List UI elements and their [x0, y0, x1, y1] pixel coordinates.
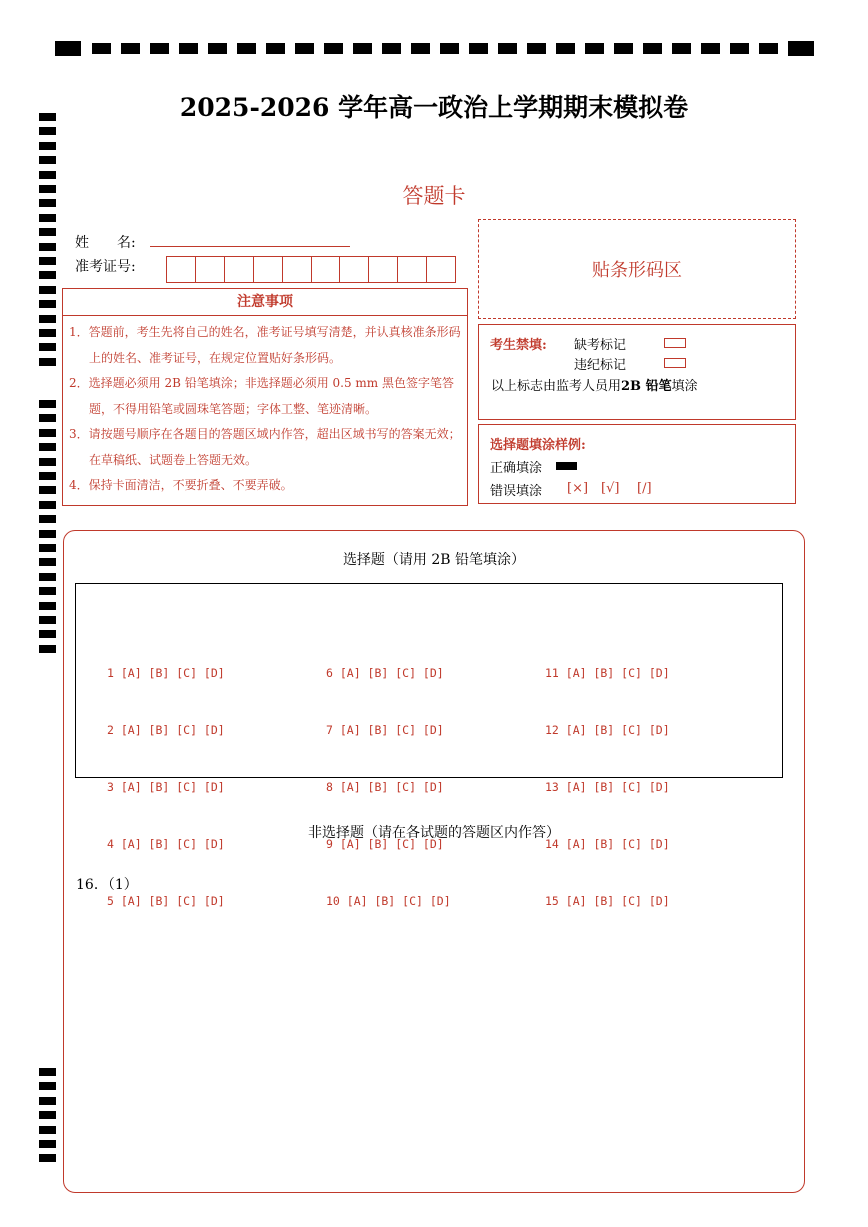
timing-mark: [39, 530, 56, 538]
timing-mark: [39, 1068, 56, 1076]
id-label: 准考证号:: [75, 259, 136, 275]
sample-heading: 选择题填涂样例:: [490, 438, 586, 453]
timing-mark: [469, 43, 488, 54]
violation-mark-label: 违纪标记: [574, 358, 627, 373]
timing-mark: [498, 43, 517, 54]
timing-mark: [759, 43, 778, 54]
mcq-section-title: 选择题（请用 2B 铅笔填涂）: [342, 552, 526, 568]
timing-mark: [39, 429, 56, 437]
timing-mark: [39, 501, 56, 509]
timing-mark: [39, 472, 56, 480]
timing-mark: [121, 43, 140, 54]
timing-mark: [39, 214, 56, 222]
mcq-row[interactable]: 7 [A] [B] [C] [D]: [326, 723, 444, 737]
forbidden-label: 考生禁填:: [490, 338, 547, 353]
timing-mark: [39, 1154, 56, 1162]
fill-sample-panel: [478, 424, 796, 504]
timing-mark: [266, 43, 285, 54]
mcq-row[interactable]: 1 [A] [B] [C] [D]: [107, 666, 225, 680]
barcode-label: 贴条形码区: [592, 260, 682, 281]
timing-mark: [39, 414, 56, 422]
timing-mark: [179, 43, 198, 54]
timing-mark: [39, 1140, 56, 1148]
timing-mark: [39, 486, 56, 494]
forbidden-note-suffix: 填涂: [671, 379, 698, 394]
notice-item-1: 1．答题前，考生先将自己的姓名，准考证号填写清楚，并认真核准条形码上的姓名、准考证号，在规定位置贴好条形码。: [69, 325, 461, 365]
timing-mark: [39, 142, 56, 150]
mcq-row[interactable]: 15 [A] [B] [C] [D]: [545, 894, 670, 908]
wrong-mark-check: [√]: [601, 481, 620, 496]
timing-mark: [39, 573, 56, 581]
forbidden-note-prefix: 以上标志由监考人员用: [491, 379, 622, 394]
timing-mark: [39, 1111, 56, 1119]
timing-mark: [556, 43, 575, 54]
mcq-column-3: [545, 626, 670, 930]
timing-mark: [39, 515, 56, 523]
timing-mark: [39, 257, 56, 265]
wrong-fill-label: 错误填涂: [490, 484, 543, 499]
notice-heading: 注意事项: [63, 289, 467, 316]
question-16-answer-area[interactable]: [70, 900, 798, 1185]
timing-mark: [39, 443, 56, 451]
timing-mark: [585, 43, 604, 54]
forbidden-panel: [478, 324, 796, 420]
timing-mark: [150, 43, 169, 54]
absent-mark-label: 缺考标记: [574, 338, 627, 353]
timing-mark: [39, 127, 56, 135]
forbidden-note-bold: 2B 铅笔: [621, 379, 672, 394]
timing-mark: [39, 156, 56, 164]
timing-mark: [39, 458, 56, 466]
name-label: 姓 名:: [75, 235, 136, 251]
wrong-mark-x: [×]: [567, 481, 589, 496]
timing-mark: [39, 645, 56, 653]
timing-mark: [672, 43, 691, 54]
timing-mark: [39, 587, 56, 595]
mcq-row[interactable]: 13 [A] [B] [C] [D]: [545, 780, 670, 794]
exam-id-boxes[interactable]: [166, 256, 456, 283]
correct-fill-label: 正确填涂: [490, 461, 543, 476]
timing-mark: [730, 43, 749, 54]
timing-mark: [614, 43, 633, 54]
mcq-row[interactable]: 14 [A] [B] [C] [D]: [545, 837, 670, 851]
mcq-row[interactable]: 11 [A] [B] [C] [D]: [545, 666, 670, 680]
mcq-row[interactable]: 3 [A] [B] [C] [D]: [107, 780, 225, 794]
question-16-label: 16．（1）: [76, 877, 138, 893]
timing-mark: [39, 228, 56, 236]
barcode-area: [478, 219, 796, 319]
mcq-row[interactable]: 5 [A] [B] [C] [D]: [107, 894, 225, 908]
notice-item-2: 2．选择题必须用 2B 铅笔填涂；非选择题必须用 0.5 mm 黑色签字笔答题，不得用铅笔或圆珠笔答题；字体工整、笔迹清晰。: [69, 376, 455, 416]
timing-mark: [440, 43, 459, 54]
timing-mark: [39, 286, 56, 294]
timing-mark: [411, 43, 430, 54]
exam-title: 2025-2026 学年高一政治上学期期末模拟卷: [179, 93, 689, 122]
timing-mark: [39, 329, 56, 337]
timing-mark: [39, 400, 56, 408]
timing-mark: [39, 602, 56, 610]
timing-mark: [39, 271, 56, 279]
timing-mark: [39, 1097, 56, 1105]
timing-mark: [39, 1082, 56, 1090]
mcq-row[interactable]: 9 [A] [B] [C] [D]: [326, 837, 444, 851]
timing-mark: [237, 43, 256, 54]
timing-mark: [39, 616, 56, 624]
mcq-row[interactable]: 10 [A] [B] [C] [D]: [326, 894, 451, 908]
mcq-row[interactable]: 8 [A] [B] [C] [D]: [326, 780, 444, 794]
notice-panel: [62, 288, 468, 506]
forbidden-note: [491, 375, 698, 394]
timing-mark: [643, 43, 662, 54]
timing-mark: [788, 41, 814, 56]
mcq-row[interactable]: 4 [A] [B] [C] [D]: [107, 837, 225, 851]
timing-mark: [39, 1126, 56, 1134]
timing-mark: [92, 43, 111, 54]
answer-sheet-title: 答题卡: [402, 184, 466, 208]
timing-mark: [39, 315, 56, 323]
timing-mark: [324, 43, 343, 54]
timing-mark: [527, 43, 546, 54]
notice-item-3: 3．请按题号顺序在各题目的答题区域内作答，超出区域书写的答案无效；在草稿纸、试题卷上答题无效。: [69, 427, 461, 467]
absent-mark-box[interactable]: [664, 338, 686, 348]
wrong-mark-slash: [/]: [637, 481, 652, 496]
mcq-column-2: [326, 626, 451, 930]
timing-mark: [55, 41, 81, 56]
timing-mark: [39, 630, 56, 638]
timing-mark: [39, 171, 56, 179]
timing-mark: [353, 43, 372, 54]
timing-mark: [39, 243, 56, 251]
timing-mark: [701, 43, 720, 54]
mcq-row[interactable]: 6 [A] [B] [C] [D]: [326, 666, 444, 680]
timing-mark: [39, 300, 56, 308]
correct-fill-mark: [556, 462, 577, 470]
timing-mark: [39, 358, 56, 366]
notice-item-4: 4．保持卡面清洁，不要折叠、不要弄破。: [69, 478, 293, 492]
timing-mark: [208, 43, 227, 54]
timing-mark: [39, 343, 56, 351]
subjective-section-title: 非选择题（请在各试题的答题区内作答）: [308, 825, 560, 841]
name-field[interactable]: [150, 246, 350, 247]
mcq-row[interactable]: 12 [A] [B] [C] [D]: [545, 723, 670, 737]
violation-mark-box[interactable]: [664, 358, 686, 368]
timing-mark: [295, 43, 314, 54]
mcq-row[interactable]: 2 [A] [B] [C] [D]: [107, 723, 225, 737]
timing-mark: [382, 43, 401, 54]
